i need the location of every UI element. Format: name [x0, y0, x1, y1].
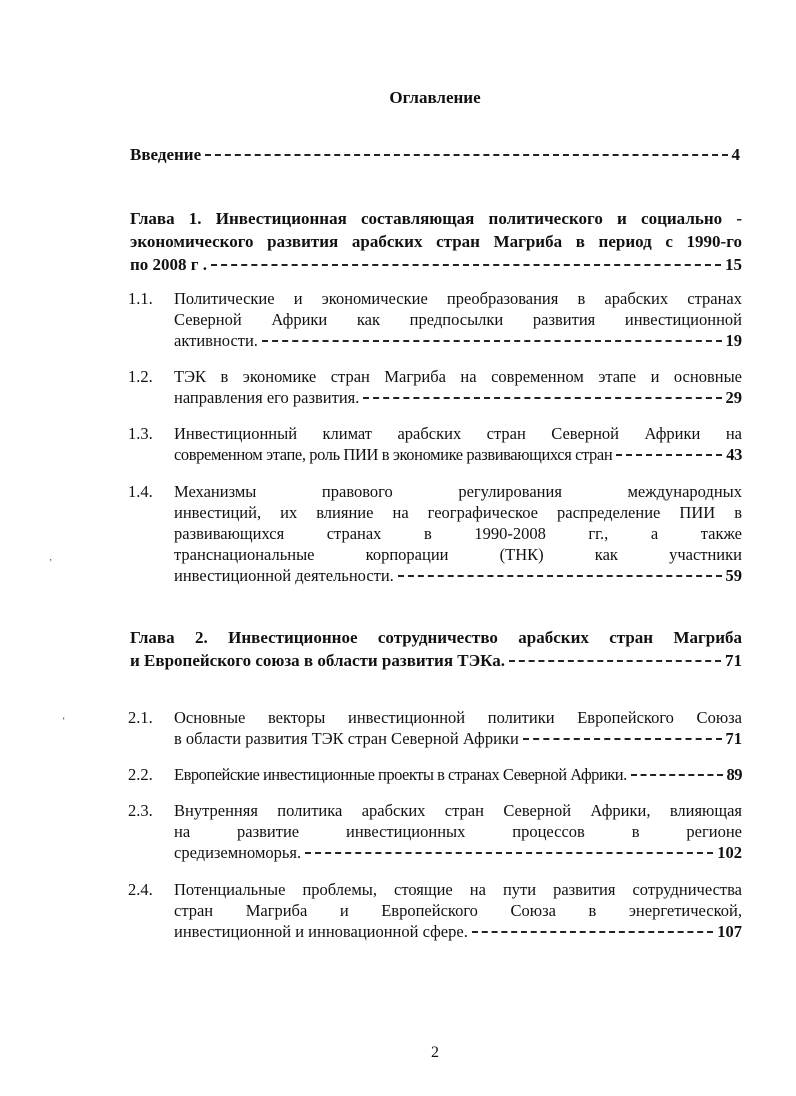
scan-speck: ‘	[62, 716, 66, 727]
section-last-text: Европейские инвестиционные проекты в странах Северной Африки.	[174, 765, 627, 784]
section-page: 107	[717, 922, 742, 941]
chapter-1-line-2: экономического развития арабских стран Магриба в период с 1990-го	[130, 232, 742, 251]
chapter-1-line-1: Глава 1. Инвестиционная составляющая политического и социально -	[130, 209, 742, 228]
chapter-2-last-text: и Европейского союза в области развития ТЭКа.	[130, 651, 505, 670]
section-last-line	[174, 728, 742, 749]
section-number: 1.1.	[128, 289, 153, 308]
dot-leader	[211, 264, 721, 266]
section-page: 19	[725, 331, 742, 350]
dot-leader	[398, 575, 722, 577]
chapter-1-last-line	[130, 253, 742, 276]
section-line: Инвестиционный климат арабских стран Северной Африки на	[174, 424, 742, 443]
dot-leader	[631, 774, 723, 776]
section-number: 2.3.	[128, 801, 153, 820]
section-number: 2.4.	[128, 880, 153, 899]
dot-leader	[509, 660, 721, 662]
dot-leader	[305, 852, 713, 854]
section-line: Внутренняя политика арабских стран Северной Африки, влияющая	[174, 801, 742, 820]
section-last-line	[174, 764, 742, 785]
section-number: 1.3.	[128, 424, 153, 443]
section-number: 2.2.	[128, 765, 153, 784]
toc-entry-chapter-1[interactable]	[130, 207, 742, 276]
chapter-2-page: 71	[725, 651, 742, 670]
toc-entry-intro-page: 4	[731, 145, 740, 164]
section-last-line	[174, 565, 742, 586]
section-last-text: активности.	[174, 331, 258, 350]
section-last-line	[174, 842, 742, 863]
section-last-line	[174, 330, 742, 351]
section-number: 1.4.	[128, 482, 153, 501]
dot-leader	[262, 340, 722, 342]
section-last-line	[174, 921, 742, 942]
toc-entry-intro-label: Введение	[130, 145, 202, 164]
chapter-1-page: 15	[725, 255, 742, 274]
section-line: Основные векторы инвестиционной политики Европейского Союза	[174, 708, 742, 727]
section-last-text: инвестиционной деятельности.	[174, 566, 394, 585]
chapter-2-line-1: Глава 2. Инвестиционное сотрудничество арабских стран Магриба	[130, 628, 742, 647]
section-last-line	[174, 444, 742, 465]
section-last-text: в области развития ТЭК стран Северной Африки	[174, 729, 519, 748]
section-line: инвестиций, их влияние на географическое распределение ПИИ в	[174, 503, 742, 522]
toc-entry-intro[interactable]	[130, 145, 740, 165]
section-last-text: направления его развития.	[174, 388, 360, 407]
dot-leader	[616, 454, 722, 456]
dot-leader	[205, 154, 727, 156]
section-page: 89	[726, 765, 742, 784]
section-number: 1.2.	[128, 367, 153, 386]
page-title: Оглавление	[389, 88, 481, 107]
toc-entry-chapter-2[interactable]	[130, 626, 742, 672]
section-page: 71	[725, 729, 742, 748]
section-line: Потенциальные проблемы, стоящие на пути развития сотрудничества	[174, 880, 742, 899]
dot-leader	[523, 738, 722, 740]
chapter-1-last-text: по 2008 г .	[130, 255, 208, 274]
chapter-2-last-line	[130, 649, 742, 672]
section-last-text: инвестиционной и инновационной сфере.	[174, 922, 468, 941]
section-last-line	[174, 387, 742, 408]
section-page: 43	[726, 445, 742, 464]
section-line: стран Магриба и Европейского Союза в энергетической,	[174, 901, 742, 920]
section-line: Механизмы правового регулирования международных	[174, 482, 742, 501]
section-page: 102	[717, 843, 742, 862]
section-line: Северной Африки как предпосылки развития инвестиционной	[174, 310, 742, 329]
section-page: 29	[725, 388, 742, 407]
scan-speck: ’	[49, 558, 53, 569]
section-line: транснациональные корпорации (ТНК) как участники	[174, 545, 742, 564]
section-last-text: средиземноморья.	[174, 843, 302, 862]
section-number: 2.1.	[128, 708, 153, 727]
dot-leader	[363, 397, 721, 399]
page-number: 2	[431, 1044, 439, 1061]
section-line: развивающихся странах в 1990-2008 гг., а также	[174, 524, 742, 543]
section-page: 59	[725, 566, 742, 585]
section-line: ТЭК в экономике стран Магриба на современном этапе и основные	[174, 367, 742, 386]
section-line: Политические и экономические преобразования в арабских странах	[174, 289, 742, 308]
dot-leader	[472, 931, 713, 933]
section-last-text: современном этапе, роль ПИИ в экономике развивающихся стран	[174, 445, 613, 464]
section-line: на развитие инвестиционных процессов в регионе	[174, 822, 742, 841]
